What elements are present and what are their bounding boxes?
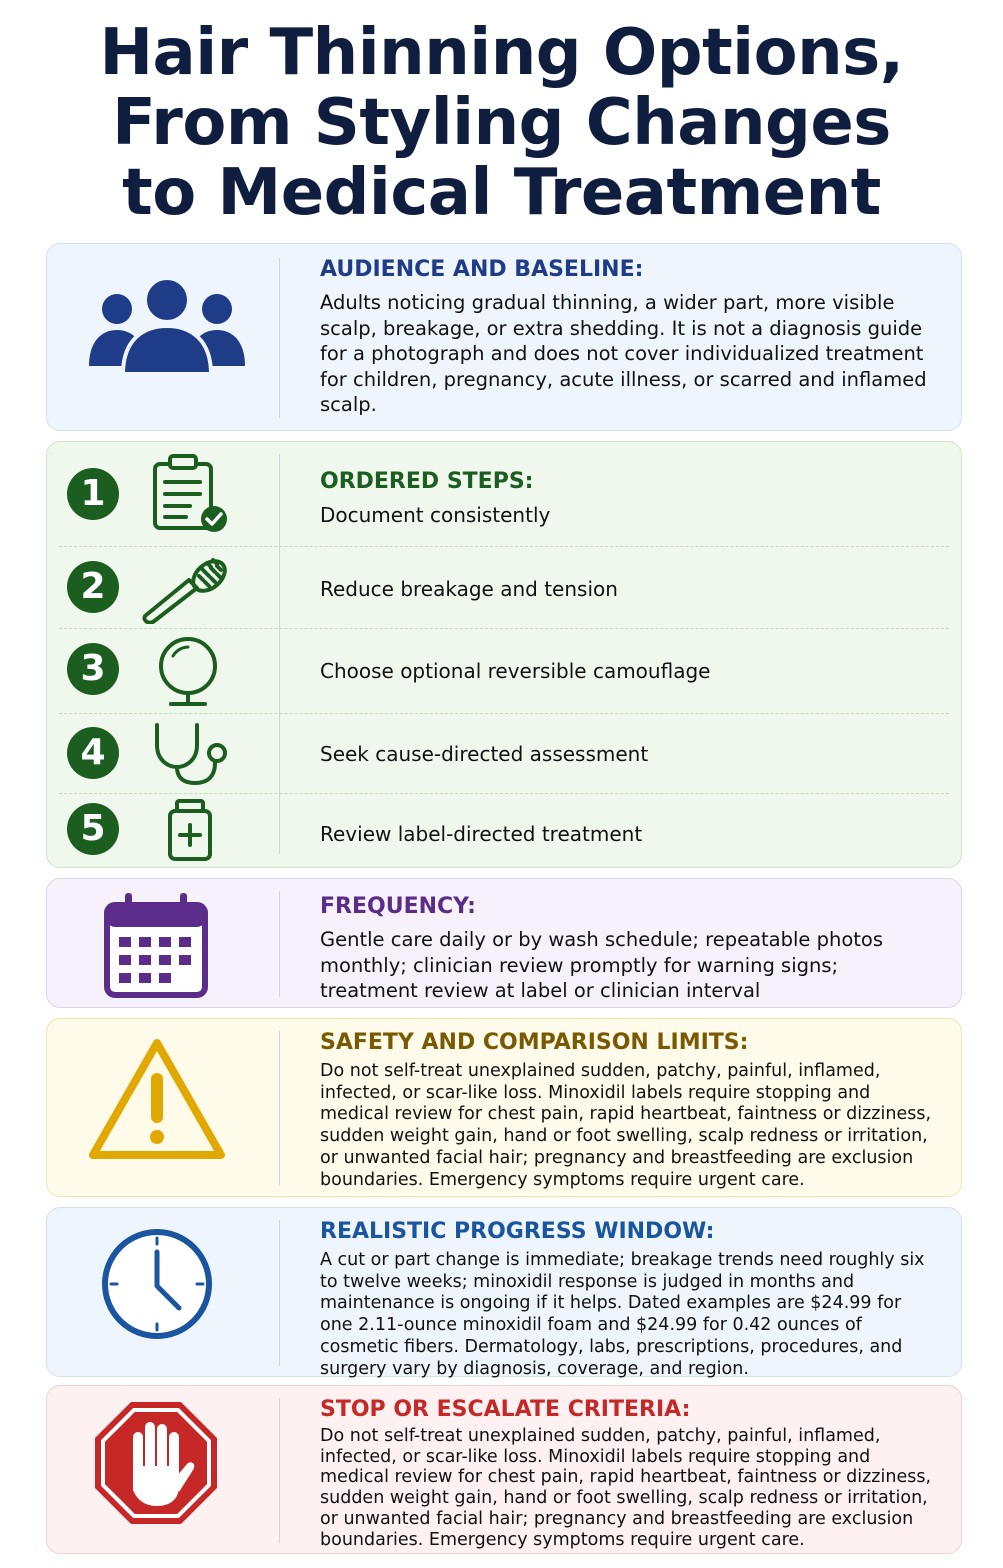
step-row-3 — [47, 628, 961, 713]
step-number: 4 — [67, 727, 119, 779]
divider — [279, 258, 280, 418]
frequency-heading: FREQUENCY: — [320, 894, 476, 919]
medicine-bottle-icon — [165, 797, 215, 863]
progress-text: A cut or part change is immediate; breakage trends need roughly six to twelve weeks; minoxidil response is judged in months and maintenance is ongoing if it helps. Dated examples are $24.99 for one 2.11-ounce minoxidil foam and $24.99 for 0.42 ounces of cosmetic fibers. Dermatology, labs, prescriptions, procedures, and surgery vary by diagnosis, coverage, and region. — [320, 1250, 925, 1379]
calendar-icon — [103, 891, 209, 999]
clock-icon — [99, 1226, 215, 1342]
audience-heading: AUDIENCE AND BASELINE: — [320, 257, 644, 282]
step-number: 2 — [67, 561, 119, 613]
step-4-text: Seek cause-directed assessment — [320, 742, 649, 766]
frequency-text: Gentle care daily or by wash schedule; repeatable photos monthly; clinician review promptly for warning signs; treatment review at label or clinician interval — [320, 928, 884, 1002]
step-2-text: Reduce breakage and tension — [320, 577, 618, 601]
step-3-text: Choose optional reversible camouflage — [320, 659, 711, 683]
divider — [279, 1398, 280, 1543]
step-number: 5 — [67, 803, 119, 855]
step-5-text: Review label-directed treatment — [320, 822, 643, 846]
divider — [279, 1220, 280, 1366]
step-row-2 — [47, 546, 961, 628]
hairbrush-icon — [139, 554, 233, 624]
safety-heading: SAFETY AND COMPARISON LIMITS: — [320, 1030, 749, 1055]
progress-heading: REALISTIC PROGRESS WINDOW: — [320, 1219, 715, 1244]
page-title — [0, 18, 1003, 228]
stop-heading: STOP OR ESCALATE CRITERIA: — [320, 1397, 691, 1422]
step-label: Document consistently — [320, 503, 551, 527]
stop-text: Do not self-treat unexplained sudden, patchy, painful, inflamed, infected, or scar-like loss. Minoxidil labels require stopping and medical review for chest pain, rapid heartbeat, faintness or dizziness, sudden weight gain, hand or foot swelling, scalp redness or irritation, or unwanted facial hair; pregnancy and breastfeeding are exclusion boundaries. Emergency symptoms require urgent care. — [320, 1426, 932, 1550]
people-group-icon — [87, 274, 247, 374]
title-line-2: From Styling Changes — [112, 86, 891, 160]
warning-triangle-icon — [87, 1035, 227, 1163]
steps-panel — [46, 441, 962, 868]
safety-panel — [46, 1018, 962, 1197]
divider — [279, 1031, 280, 1185]
step-number: 1 — [67, 468, 119, 520]
stethoscope-icon — [149, 721, 231, 787]
safety-text: Do not self-treat unexplained sudden, patchy, painful, inflamed, infected, or scar-like loss. Minoxidil labels require stopping and medical review for chest pain, rapid heartbeat, faintness or dizziness, sudden weight gain, hand or foot swelling, scalp redness or irritation, or unwanted facial hair; pregnancy and breastfeeding are exclusion boundaries. Emergency symptoms require urgent care. — [320, 1061, 932, 1190]
title-line-3: to Medical Treatment — [122, 156, 881, 230]
step-number: 3 — [67, 643, 119, 695]
step-1-text — [320, 468, 550, 528]
step-row-4 — [47, 713, 961, 793]
frequency-panel — [46, 878, 962, 1008]
mirror-icon — [153, 634, 223, 710]
stop-panel — [46, 1385, 962, 1554]
step-row-1 — [47, 442, 961, 546]
progress-panel — [46, 1207, 962, 1377]
audience-panel — [46, 243, 962, 431]
clipboard-check-icon — [150, 452, 230, 534]
title-line-1: Hair Thinning Options, — [99, 16, 904, 90]
step-row-5 — [47, 793, 961, 869]
divider — [279, 891, 280, 997]
stop-hand-icon — [91, 1398, 221, 1528]
steps-heading: ORDERED STEPS: — [320, 469, 534, 494]
audience-text: Adults noticing gradual thinning, a wider part, more visible scalp, breakage, or extra shedding. It is not a diagnosis guide for a photograph and does not cover individualized treatment for children, pregnancy, acute illness, or scarred and inflamed scalp. — [320, 291, 927, 416]
